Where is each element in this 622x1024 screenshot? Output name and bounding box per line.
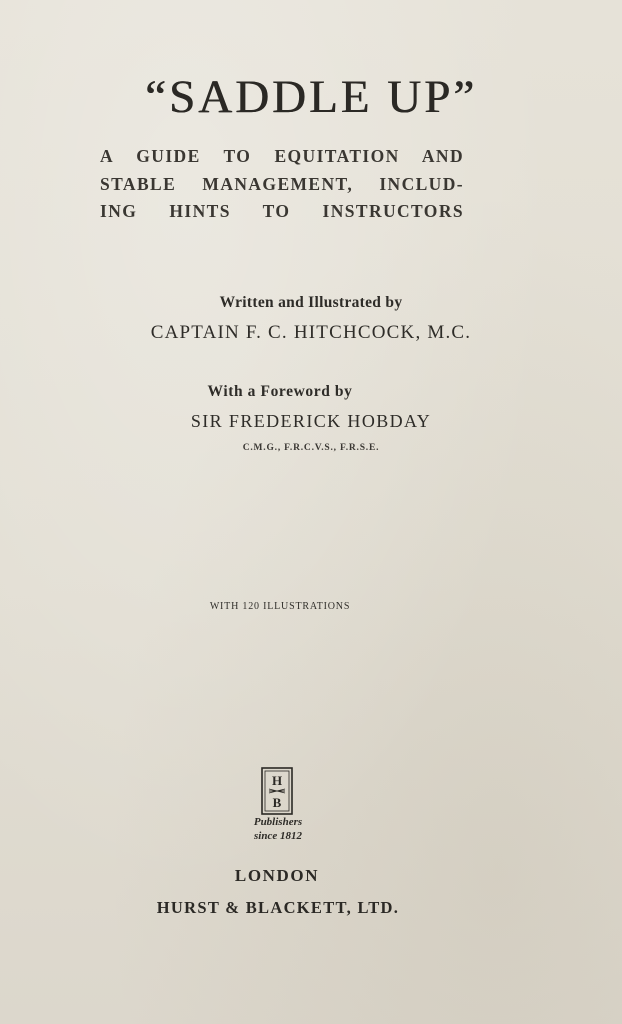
illustrations-note: WITH 120 ILLUSTRATIONS <box>209 601 351 612</box>
subtitle-line-2: STABLE MANAGEMENT, INCLUD- <box>100 174 464 194</box>
publisher-mark-letter-top: H <box>271 773 283 788</box>
author-name: CAPTAIN F. C. HITCHCOCK, M.C. <box>150 322 472 343</box>
publisher-mark-line-2: since 1812 <box>254 830 302 842</box>
foreword-credentials: C.M.G., F.R.C.V.S., F.R.S.E. <box>242 443 380 453</box>
publication-city: LONDON <box>234 866 320 885</box>
foreword-label: With a Foreword by <box>207 383 353 400</box>
book-title: “SADDLE UP” <box>145 71 477 123</box>
written-by-label: Written and Illustrated by <box>219 294 403 311</box>
subtitle-line-1: A GUIDE TO EQUITATION AND <box>100 146 464 166</box>
foreword-author: SIR FREDERICK HOBDAY <box>190 411 432 431</box>
publisher-mark-letter-bottom: B <box>272 795 282 810</box>
publisher-mark-icon <box>261 767 293 815</box>
subtitle-line-3: ING HINTS TO INSTRUCTORS <box>100 201 464 221</box>
publisher-name: HURST & BLACKETT, LTD. <box>156 898 400 917</box>
publisher-mark-line-1: Publishers <box>253 816 303 828</box>
